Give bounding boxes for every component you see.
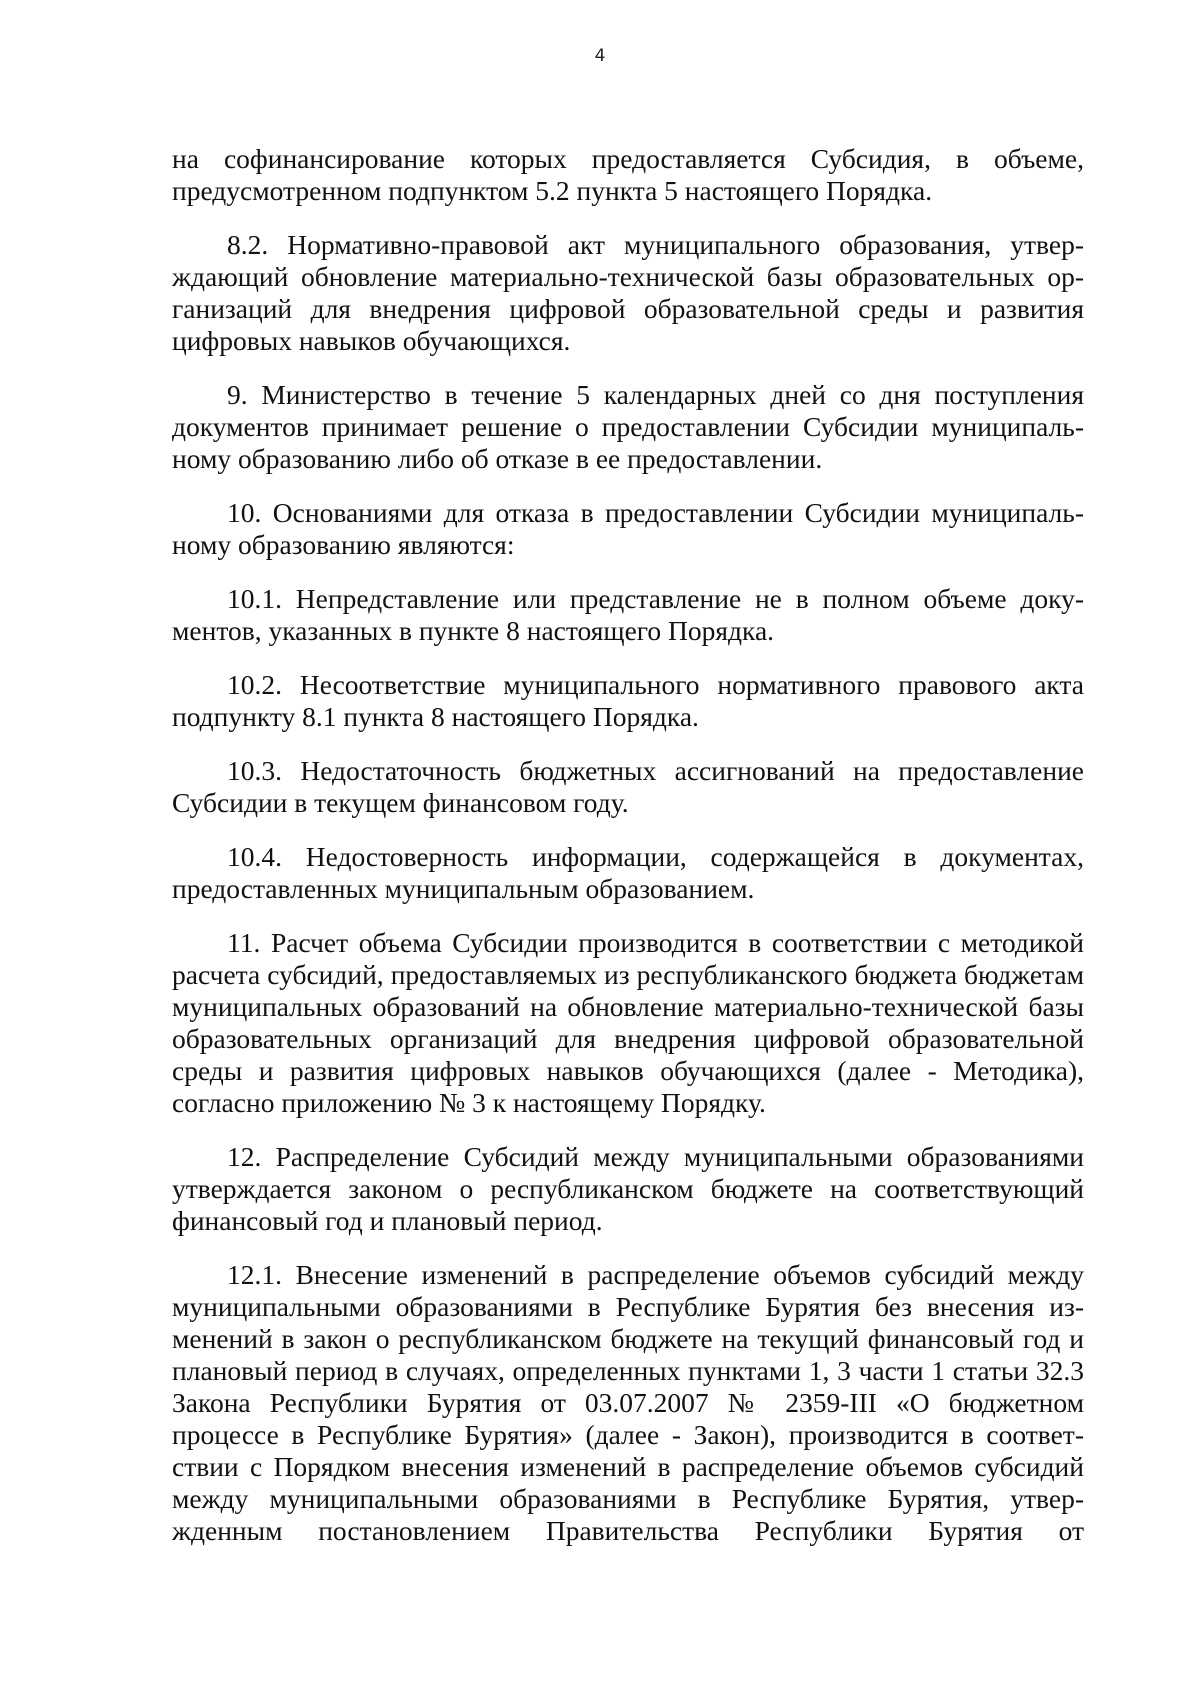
paragraph-10-4: 10.4. Недостоверность информации, содержащейся в документах, предоставленных муниципальным образованием. [172, 841, 1084, 904]
paragraph-continuation: на софинансирование которых предоставляется Субсидия, в объеме, предусмотренном подпунктом 5.2 пункта 5 настоящего Порядка. [172, 143, 1084, 206]
paragraph-10-3: 10.3. Недостаточность бюджетных ассигнований на предоставление Субсидии в текущем финансовом году. [172, 755, 1084, 818]
paragraph-11: 11. Расчет объема Субсидии производится в соответствии с методикой расчета субсидий, предоставляемых из республиканского бюджета бюджетам муниципальных образований на обновление материально-технической базы образовательных организаций для внедрения цифровой образовательной среды и развития цифровых навыков обучающихся (далее - Методика), согласно приложению № 3 к настоящему Порядку. [172, 927, 1084, 1118]
paragraph-10-1: 10.1. Непредставление или представление не в полном объеме документов, указанных в пункте 8 настоящего Порядка. [172, 583, 1084, 646]
paragraph-9: 9. Министерство в течение 5 календарных дней со дня поступления документов принимает решение о предоставлении Субсидии муниципальному образованию либо об отказе в ее предоставлении. [172, 379, 1084, 474]
paragraph-12: 12. Распределение Субсидий между муниципальными образованиями утверждается законом о республиканском бюджете на соответствующий финансовый год и плановый период. [172, 1141, 1084, 1236]
paragraph-12-1: 12.1. Внесение изменений в распределение объемов субсидий между муниципальными образованиями в Республике Бурятия без внесения изменений в закон о республиканском бюджете на текущий финансовый год и плановый период в случаях, определенных пунктами 1, 3 части 1 статьи 32.3 Закона Республики Бурятия от 03.07.2007 № 2359-III «О бюджетном процессе в Республике Бурятия» (далее - Закон), производится в соответствии с Порядком внесения изменений в распределение объемов субсидий между муниципальными образованиями в Республике Бурятия, утвержденным постановлением Правительства Республики Бурятия от [172, 1259, 1084, 1546]
paragraph-10: 10. Основаниями для отказа в предоставлении Субсидии муниципальному образованию являются: [172, 497, 1084, 560]
page-number: 4 [594, 46, 606, 66]
paragraph-8-2: 8.2. Нормативно-правовой акт муниципального образования, утверждающий обновление материально-технической базы образовательных организаций для внедрения цифровой образовательной среды и развития цифровых навыков обучающихся. [172, 229, 1084, 356]
document-body [172, 143, 1084, 1547]
paragraph-10-2: 10.2. Несоответствие муниципального нормативного правового акта подпункту 8.1 пункта 8 настоящего Порядка. [172, 669, 1084, 732]
